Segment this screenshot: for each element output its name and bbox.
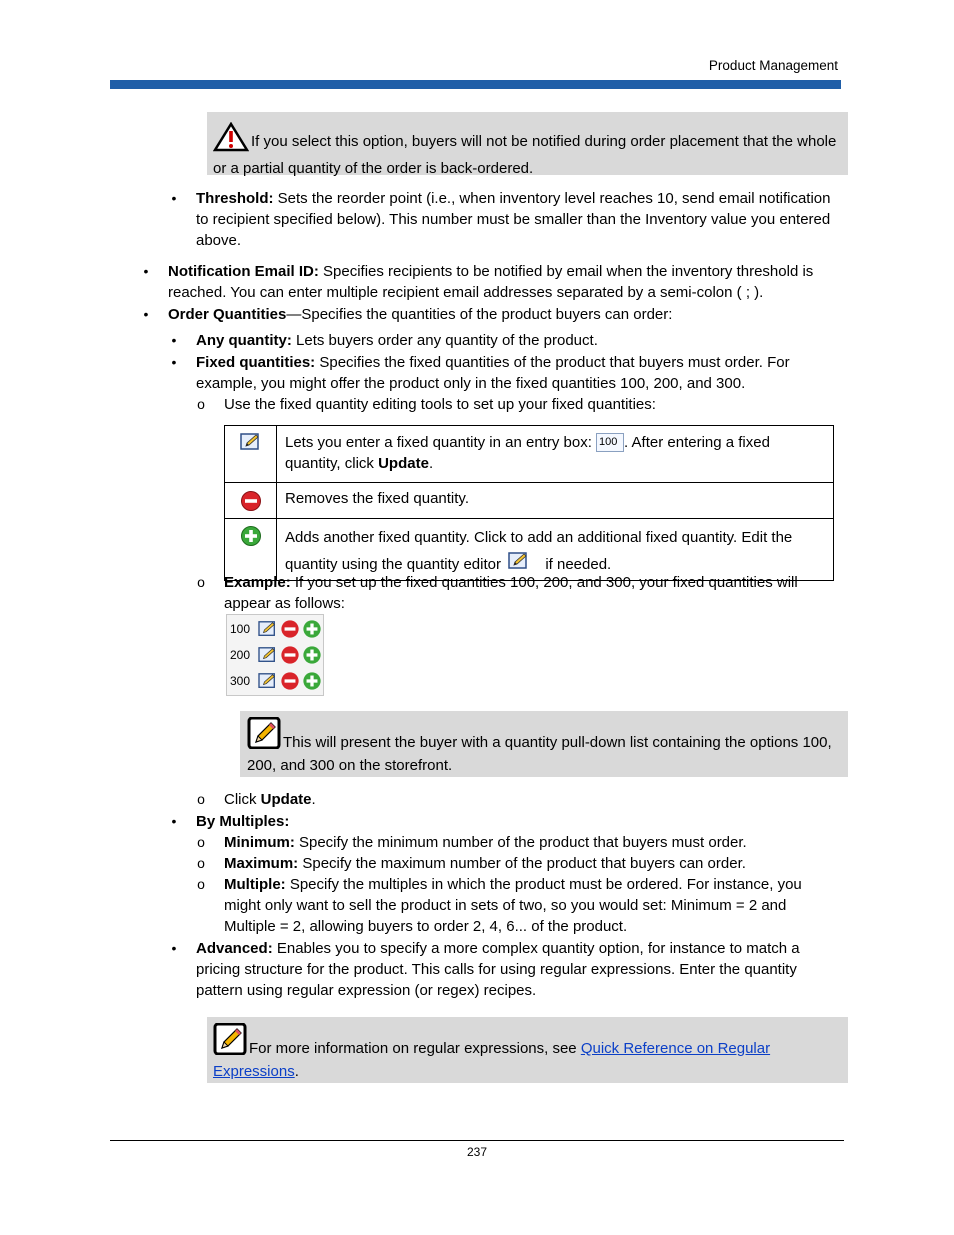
fixed-quantities-label: Fixed quantities: bbox=[196, 354, 316, 371]
edit-pencil-icon[interactable] bbox=[240, 432, 262, 458]
bullet-marker: • bbox=[143, 306, 149, 322]
remove-minus-icon[interactable] bbox=[240, 490, 262, 518]
tools-icon-cell bbox=[225, 483, 277, 519]
circle-marker: o bbox=[197, 876, 205, 892]
multiple-label: Multiple: bbox=[224, 876, 286, 893]
example-text: If you set up the fixed quantities 100, 200, and 300, your fixed quantities will appear as follows: bbox=[224, 574, 798, 612]
note-callout-text: For more information on regular expressions, see bbox=[249, 1040, 581, 1057]
header-title: Product Management bbox=[708, 58, 838, 73]
example-row bbox=[230, 669, 322, 693]
maximum-label: Maximum: bbox=[224, 855, 299, 872]
fixed-quantities-example bbox=[226, 614, 324, 696]
circle-marker: o bbox=[197, 791, 205, 807]
click-update-end: . bbox=[311, 791, 316, 808]
bullet-marker: • bbox=[143, 263, 149, 279]
add-plus-icon[interactable] bbox=[240, 525, 262, 553]
bullet-marker: • bbox=[171, 354, 177, 370]
order-quantities-item bbox=[168, 304, 838, 325]
page-number: 237 bbox=[466, 1145, 488, 1159]
bullet-marker: • bbox=[171, 332, 177, 348]
bullet-marker: • bbox=[171, 813, 177, 829]
maximum-text: Specify the maximum number of the product that buyers can order. bbox=[298, 855, 746, 872]
advanced-text: Enables you to specify a more complex quantity option, for instance to match a pricing structure for the product. This calls for using regular expressions. Enter the quantity pattern using regular expression (or regex) recipes. bbox=[196, 940, 800, 999]
order-quantities-label: Order Quantities bbox=[168, 306, 287, 323]
bullet-marker: • bbox=[171, 940, 177, 956]
warning-triangle-icon bbox=[213, 122, 249, 158]
tools-edit-text-3: . bbox=[428, 455, 434, 472]
click-update-text: Click bbox=[224, 791, 261, 808]
any-quantity-text: Lets buyers order any quantity of the product. bbox=[291, 332, 598, 349]
update-label: Update bbox=[378, 455, 429, 472]
regex-reference-link[interactable]: Quick Reference on Regular Expressions bbox=[213, 1040, 771, 1080]
warning-callout-text: If you select this option, buyers will not be notified during order placement that the whole or a partial quantity of the order is back-ordered. bbox=[213, 133, 837, 177]
notification-label: Notification Email ID: bbox=[168, 263, 319, 280]
quantity-entry-box: 100 bbox=[596, 433, 624, 452]
advanced-item bbox=[196, 938, 836, 1001]
header-bar bbox=[110, 80, 841, 89]
multiple-text: Specify the multiples in which the product must be ordered. For instance, you might only want to sell the product in sets of two, so you would set: Minimum = 2 and Multiple = 2, allowing buyers to order 2, 4, 6... of the product. bbox=[224, 876, 802, 935]
example-row bbox=[230, 617, 322, 641]
edit-pencil-icon bbox=[258, 620, 278, 638]
remove-minus-icon bbox=[280, 671, 300, 691]
tools-row-edit bbox=[225, 426, 834, 483]
tools-edit-text: Lets you enter a fixed quantity in an entry box: bbox=[285, 434, 597, 451]
edit-pencil-icon bbox=[258, 646, 278, 664]
remove-minus-icon bbox=[280, 619, 300, 639]
tools-add-text-2: if needed. bbox=[541, 556, 612, 573]
note-pencil-icon bbox=[247, 717, 281, 755]
by-multiples-label: By Multiples: bbox=[196, 813, 290, 830]
example-value: 200 bbox=[230, 647, 251, 662]
bullet-marker: • bbox=[171, 190, 177, 206]
update-label: Update bbox=[260, 791, 312, 808]
minimum-label: Minimum: bbox=[224, 834, 295, 851]
example-value: 300 bbox=[230, 673, 251, 688]
maximum-item bbox=[224, 853, 836, 874]
tools-text-cell bbox=[277, 426, 834, 483]
minimum-text: Specify the minimum number of the product that buyers must order. bbox=[294, 834, 747, 851]
order-quantities-text: —Specifies the quantities of the product buyers can order: bbox=[286, 306, 673, 323]
circle-marker: o bbox=[197, 396, 205, 412]
example-label: Example: bbox=[224, 574, 291, 591]
footer-divider bbox=[110, 1140, 844, 1141]
note-callout bbox=[207, 1017, 848, 1083]
tools-remove-text: Removes the fixed quantity. bbox=[285, 490, 469, 507]
note-pencil-icon bbox=[213, 1023, 247, 1061]
note-callout-text: This will present the buyer with a quantity pull-down list containing the options 100, 200, and 300 on the storefront. bbox=[247, 734, 832, 774]
example-item bbox=[224, 572, 836, 614]
notification-item bbox=[168, 261, 838, 303]
threshold-text: Sets the reorder point (i.e., when inventory level reaches 10, send email notification to recipient specified below). This number must be smaller than the Inventory value you entered above. bbox=[196, 190, 831, 249]
tools-row-remove bbox=[225, 483, 834, 519]
edit-pencil-icon bbox=[258, 672, 278, 690]
fixed-tools-intro: Use the fixed quantity editing tools to set up your fixed quantities: bbox=[224, 396, 656, 413]
example-value: 100 bbox=[230, 621, 251, 636]
warning-callout bbox=[207, 112, 848, 175]
add-plus-icon bbox=[302, 645, 322, 665]
circle-marker: o bbox=[197, 574, 205, 590]
multiple-item bbox=[224, 874, 838, 937]
example-row bbox=[230, 643, 322, 667]
tools-icon-cell bbox=[225, 426, 277, 483]
circle-marker: o bbox=[197, 834, 205, 850]
any-quantity-item bbox=[196, 330, 836, 351]
note-callout bbox=[240, 711, 848, 777]
fixed-quantities-item bbox=[196, 352, 826, 394]
tools-table bbox=[224, 425, 834, 581]
tools-edit-text-2: . After entering a fixed quantity, click bbox=[285, 434, 770, 472]
threshold-item bbox=[196, 188, 836, 251]
add-plus-icon bbox=[302, 671, 322, 691]
circle-marker: o bbox=[197, 855, 205, 871]
tools-add-text: Adds another fixed quantity. Click to add an additional fixed quantity. Edit the quantity using the quantity editor bbox=[285, 529, 793, 573]
any-quantity-label: Any quantity: bbox=[196, 332, 292, 349]
remove-minus-icon bbox=[280, 645, 300, 665]
by-multiples-item bbox=[196, 811, 836, 832]
threshold-label: Threshold: bbox=[196, 190, 274, 207]
fixed-quantities-text: Specifies the fixed quantities of the product that buyers must order. For example, you might offer the product only in the fixed quantities 100, 200, and 300. bbox=[196, 354, 790, 392]
add-plus-icon bbox=[302, 619, 322, 639]
click-update-item bbox=[224, 789, 836, 810]
tools-text-cell bbox=[277, 483, 834, 519]
note-callout-end: . bbox=[294, 1063, 299, 1080]
advanced-label: Advanced: bbox=[196, 940, 273, 957]
minimum-item bbox=[224, 832, 836, 853]
notification-text: Specifies recipients to be notified by email when the inventory threshold is reached. You can enter multiple recipient email addresses separated by a semi-colon ( ; ). bbox=[168, 263, 814, 301]
